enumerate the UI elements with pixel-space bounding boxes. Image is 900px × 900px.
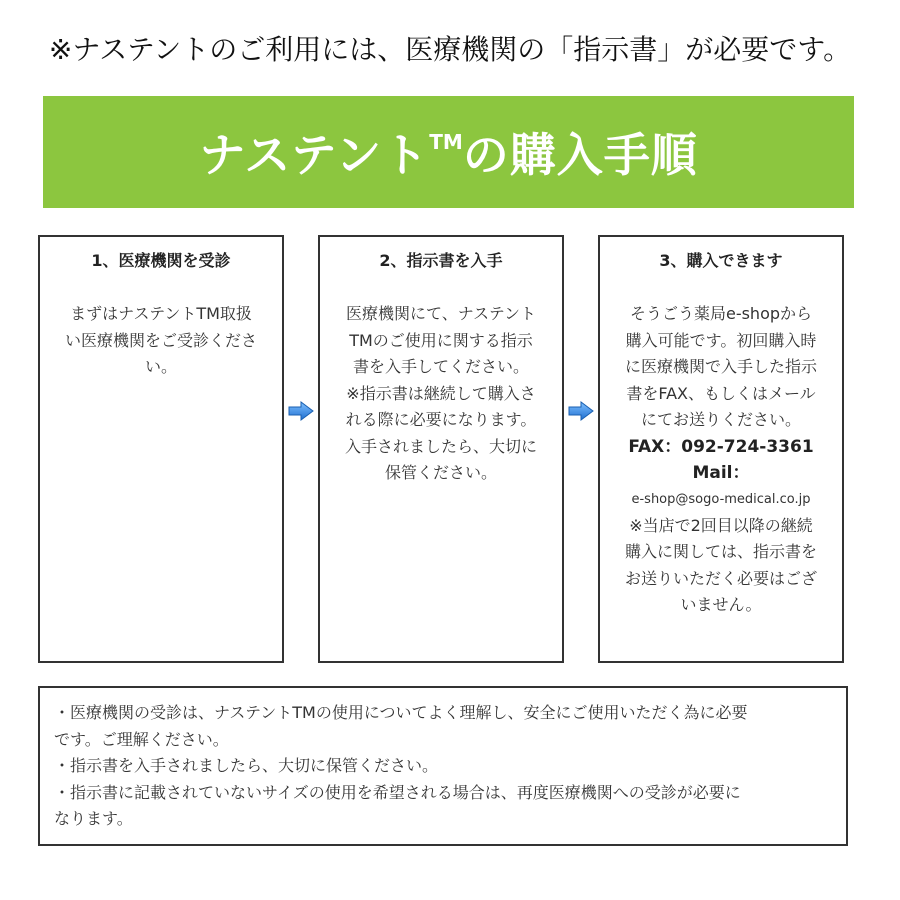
note-line: ・医療機関の受診は、ナステントTMの使用についてよく理解し、安全にご使用いただく為に必要 [54,703,748,722]
step-1-box [38,235,284,663]
mail-address-link[interactable]: e-shop@sogo-medical.co.jp [631,491,811,507]
step-2-heading: 2、指示書を入手 [379,251,503,270]
banner-title-rest: の購入手順 [462,128,698,182]
step-3-line: いません。 [680,595,762,614]
step-2-line: 書を入手してください。 [352,357,529,376]
mail-label: Mail： [692,463,750,483]
step-3-line: 購入に関しては、指示書を [624,542,817,561]
step-1-line: まずはナステントTM取扱 [70,304,252,323]
step-3-line: お送りいただく必要はござ [624,568,817,588]
note-line: なります。 [54,809,133,828]
arrow-right-icon [568,401,594,421]
step-3-line: 書をFAX、もしくはメール [626,383,816,403]
banner-title [199,119,698,185]
step-2-line: ※指示書は継続して購入さ [346,383,536,403]
step-2-line: れる際に必要になります。 [345,410,537,429]
step-1-line: い医療機関をご受診くださ [64,330,257,350]
step-3-body [610,301,832,619]
step-3-line: そうごう薬局e-shopから [629,304,813,323]
banner-title-main: ナステント [199,128,430,182]
note-line: ・指示書を入手されましたら、大切に保管ください。 [54,756,439,775]
fax-number: FAX：092-724-3361 [628,436,814,457]
note-line: ・指示書に記載されていないサイズの使用を希望される場合は、再度医療機関への受診が必要に [54,782,741,802]
step-2-line: 入手されましたら、大切に [344,436,537,456]
step-2-body [330,301,552,487]
step-3-line: に医療機関で入手した指示 [624,357,817,376]
step-2-line: 医療機関にて、ナステント [346,304,536,323]
step-1-heading: 1、医療機関を受診 [91,251,231,270]
step-3-heading: 3、購入できます [659,251,783,270]
note-line: です。ご理解ください。 [54,729,229,749]
step-1-line: い。 [144,357,177,376]
step-2-line: 保管ください。 [384,463,497,482]
step-1-body [50,301,272,381]
step-3-line: にてお送りください。 [640,410,801,429]
title-banner [43,96,854,208]
step-2-box [318,235,564,663]
step-3-line: 購入可能です。初回購入時 [625,330,817,350]
notes-box [38,686,848,846]
notice-text: ※ナステントのご利用には、医療機関の「指示書」が必要です。 [48,33,852,66]
step-2-line: TMのご使用に関する指示 [349,330,533,350]
step-3-box [598,235,844,663]
step-3-line: ※当店で2回目以降の継続 [629,515,813,535]
arrow-right-icon [288,401,314,421]
trademark-mark: TM [429,130,463,154]
